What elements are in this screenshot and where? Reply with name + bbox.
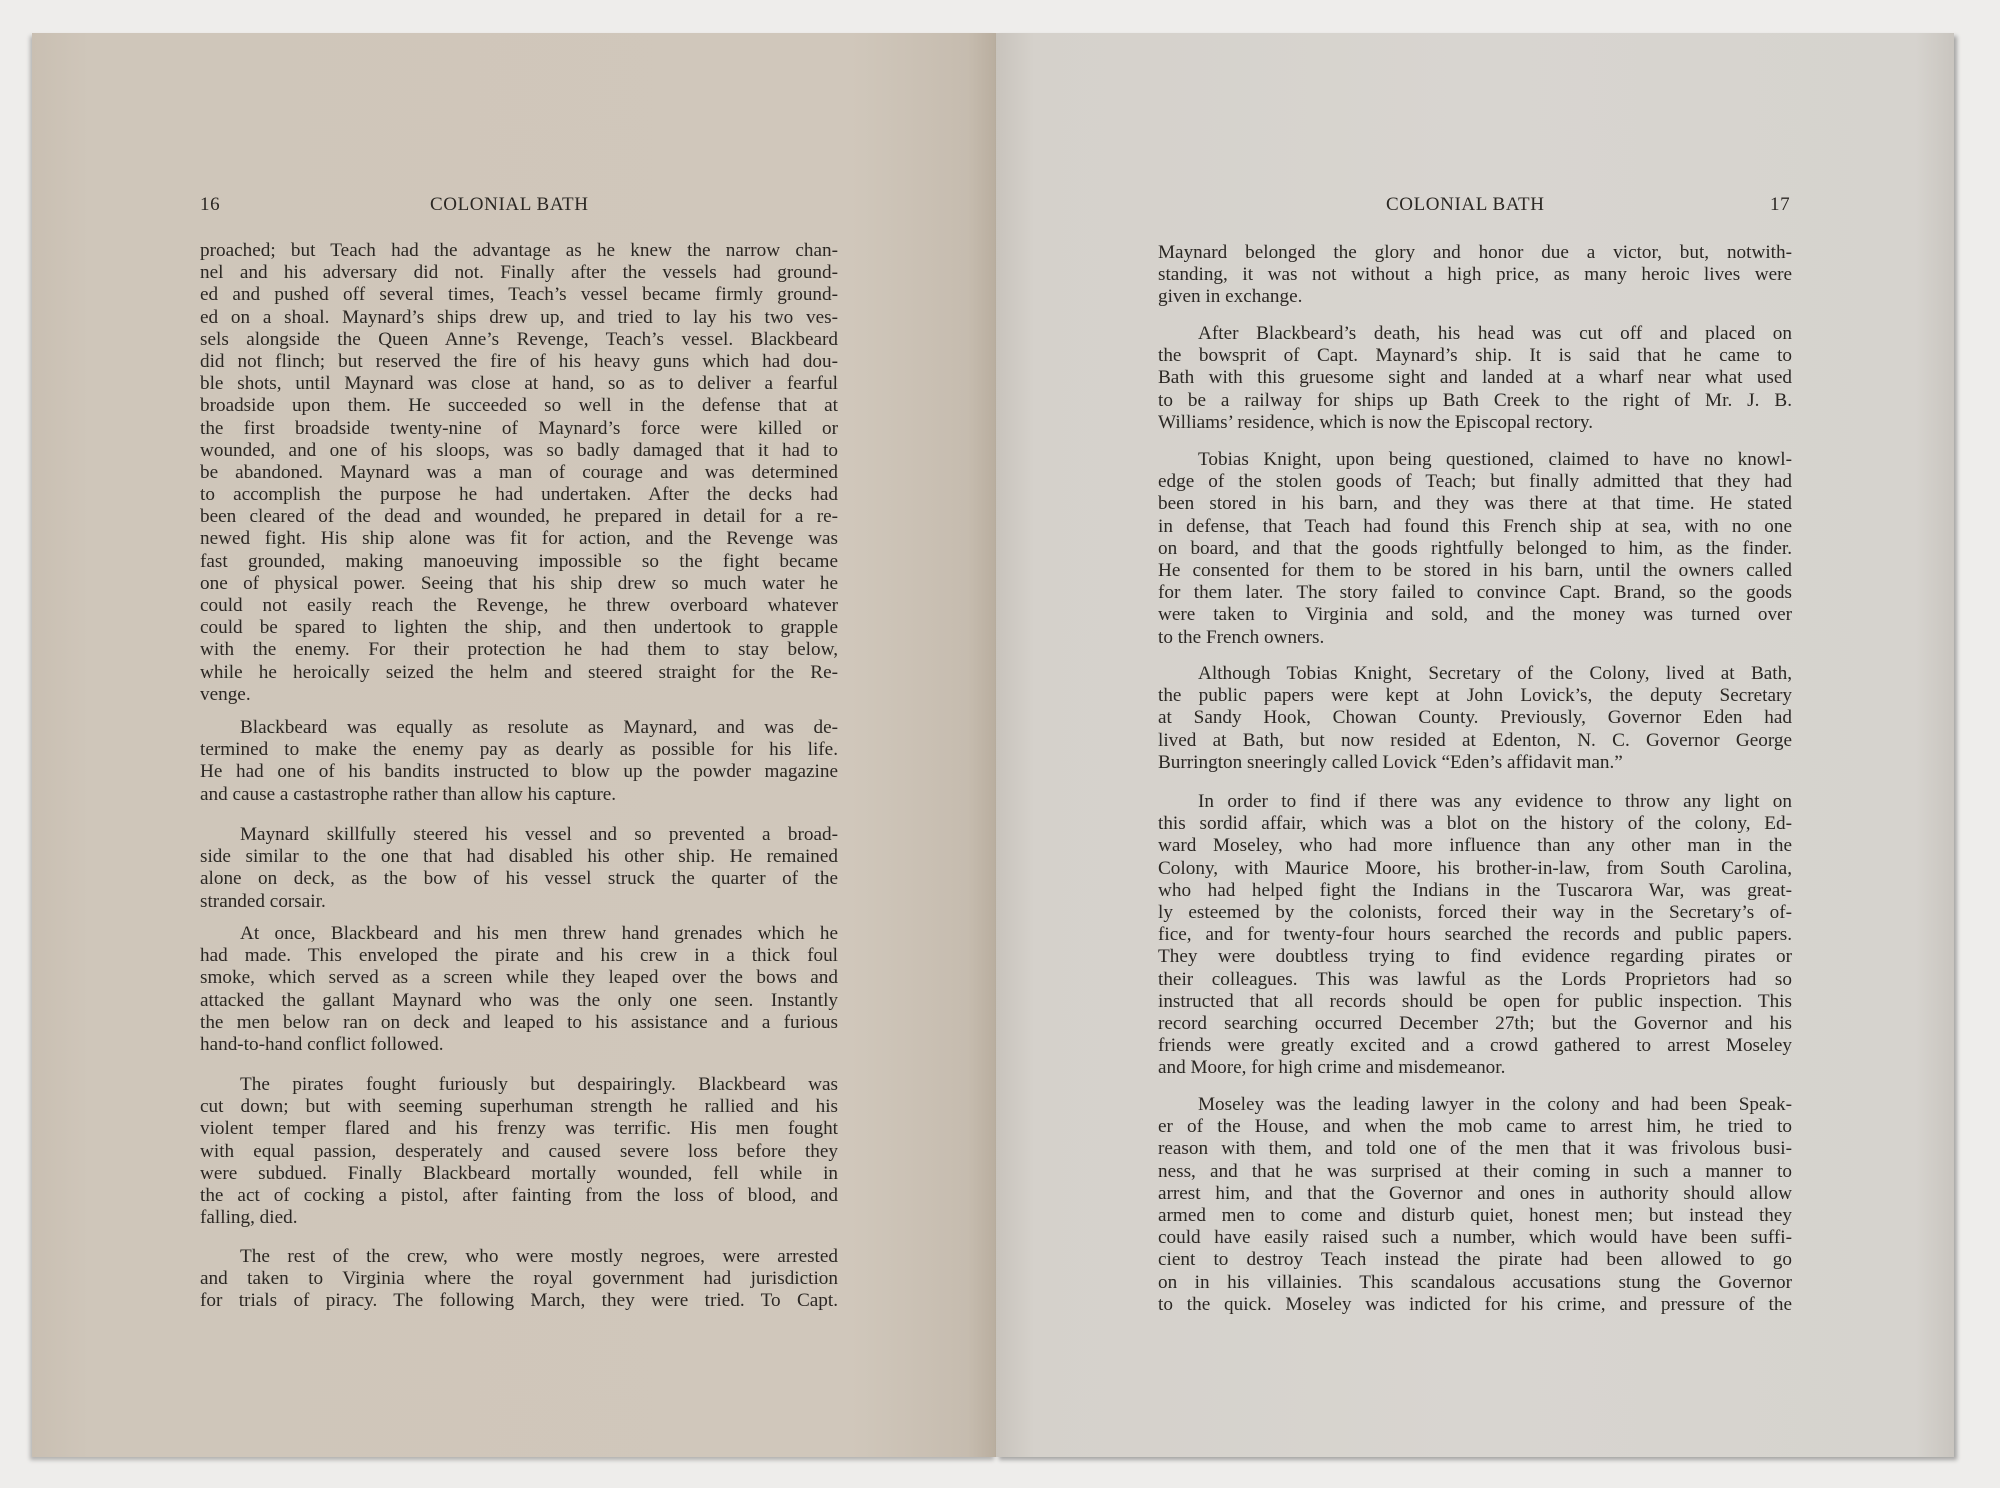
text-line: to the quick. Moseley was indicted for his crime, and pressure of the xyxy=(1158,1293,1792,1315)
text-line: Moseley was the leading lawyer in the colony and had been Speak- xyxy=(1198,1094,1792,1115)
text-line: reason with them, and told one of the men that it was frivolous busi- xyxy=(1158,1138,1792,1160)
text-line: been stored in his barn, and they was there at that time. He stated xyxy=(1158,493,1792,515)
text-line: Burrington sneeringly called Lovick “Eden’s affidavit man.” xyxy=(1158,751,1623,773)
text-line: their colleagues. This was lawful as the Lords Proprietors had so xyxy=(1158,968,1792,990)
text-line: er of the House, and when the mob came to arrest him, he tried to xyxy=(1158,1116,1792,1138)
text-line: edge of the stolen goods of Teach; but finally admitted that they had xyxy=(1158,471,1792,493)
paragraph xyxy=(200,824,838,913)
text-line: ble shots, until Maynard was close at hand, so as to deliver a fearful xyxy=(200,373,838,395)
text-line: In order to find if there was any evidence to throw any light on xyxy=(1198,791,1792,812)
text-line: violent temper flared and his frenzy was terrific. His men fought xyxy=(200,1118,838,1140)
text-line: record searching occurred December 27th; but the Governor and his xyxy=(1158,1012,1792,1034)
text-line: termined to make the enemy pay as dearly as possible for his life. xyxy=(200,739,838,761)
text-line: at Sandy Hook, Chowan County. Previously, Governor Eden had xyxy=(1158,707,1792,729)
text-line: ward Moseley, who had more influence than any other man in the xyxy=(1158,835,1792,857)
text-line: armed men to come and disturb quiet, honest men; but instead they xyxy=(1158,1204,1792,1226)
text-line: were taken to Virginia and sold, and the money was turned over xyxy=(1158,604,1792,626)
text-line: one of physical power. Seeing that his ship drew so much water he xyxy=(200,572,838,594)
text-line: fice, and for twenty-four hours searched the records and public papers. xyxy=(1158,924,1792,946)
paragraph xyxy=(200,923,838,1056)
text-line: Williams’ residence, which is now the Episcopal rectory. xyxy=(1158,411,1594,433)
paragraph xyxy=(1158,323,1792,434)
text-line: for them later. The story failed to convince Capt. Brand, so the goods xyxy=(1158,582,1792,604)
text-line: to be a railway for ships up Bath Creek to the right of Mr. J. B. xyxy=(1158,389,1792,411)
text-line: At once, Blackbeard and his men threw hand grenades which he xyxy=(240,923,838,944)
text-line: could be spared to lighten the ship, and then undertook to grapple xyxy=(200,617,838,639)
text-line: He had one of his bandits instructed to blow up the powder magazine xyxy=(200,761,838,783)
text-line: and cause a castastrophe rather than allow his capture. xyxy=(200,783,617,805)
text-line: wounded, and one of his sloops, was so badly damaged that it had to xyxy=(200,439,838,461)
text-line: had made. This enveloped the pirate and his crew in a thick foul xyxy=(200,945,838,967)
text-line: Maynard belonged the glory and honor due a victor, but, notwith- xyxy=(1158,242,1792,263)
paragraph xyxy=(200,240,838,706)
text-line: be abandoned. Maynard was a man of courage and was determined xyxy=(200,461,838,483)
paragraph xyxy=(1158,242,1792,309)
text-line: attacked the gallant Maynard who was the only one seen. Instantly xyxy=(200,989,838,1011)
text-line: The rest of the crew, who were mostly negroes, were arrested xyxy=(240,1246,838,1267)
text-line: sels alongside the Queen Anne’s Revenge, Teach’s vessel. Blackbeard xyxy=(200,328,838,350)
text-line: Tobias Knight, upon being questioned, claimed to have no knowl- xyxy=(1198,449,1792,470)
text-line: ly esteemed by the colonists, forced their way in the Secretary’s of- xyxy=(1158,901,1792,923)
text-line: Blackbeard was equally as resolute as Maynard, and was de- xyxy=(240,717,838,738)
text-line: in defense, that Teach had found this French ship at sea, with no one xyxy=(1158,515,1792,537)
text-line: friends were greatly excited and a crowd gathered to arrest Moseley xyxy=(1158,1035,1792,1057)
text-line: venge. xyxy=(200,683,251,705)
text-line: to accomplish the purpose he had undertaken. After the decks had xyxy=(200,484,838,506)
text-line: broadside upon them. He succeeded so well in the defense that at xyxy=(200,395,838,417)
paragraph xyxy=(200,1246,838,1313)
text-line: alone on deck, as the bow of his vessel struck the quarter of the xyxy=(200,868,838,890)
text-line: with the enemy. For their protection he had them to stay below, xyxy=(200,639,838,661)
text-line: the act of cocking a pistol, after fainting from the loss of blood, and xyxy=(200,1184,838,1206)
text-line: given in exchange. xyxy=(1158,286,1303,308)
text-line: newed fight. His ship alone was fit for action, and the Revenge was xyxy=(200,528,838,550)
text-line: the public papers were kept at John Lovick’s, the deputy Secretary xyxy=(1158,685,1792,707)
text-line: with equal passion, desperately and caused severe loss before they xyxy=(200,1140,838,1162)
text-line: fast grounded, making manoeuving impossible so the fight became xyxy=(200,550,838,572)
text-line: who had helped fight the Indians in the Tuscarora War, was great- xyxy=(1158,879,1792,901)
text-line: standing, it was not without a high price, as many heroic lives were xyxy=(1158,264,1792,286)
paragraph xyxy=(200,1074,838,1229)
paragraph xyxy=(1158,1094,1792,1316)
page-number-left: 16 xyxy=(200,194,221,215)
paragraph xyxy=(1158,791,1792,1079)
text-line: the first broadside twenty-nine of Maynard’s force were killed or xyxy=(200,417,838,439)
text-line: The pirates fought furiously but despairingly. Blackbeard was xyxy=(240,1074,838,1095)
text-line: He consented for them to be stored in his barn, until the owners called xyxy=(1158,559,1792,581)
text-line: cient to destroy Teach instead the pirate had been allowed to go xyxy=(1158,1249,1792,1271)
text-line: Bath with this gruesome sight and landed at a wharf near what used xyxy=(1158,367,1792,389)
text-line: on in his villainies. This scandalous accusations stung the Governor xyxy=(1158,1271,1792,1293)
text-line: hand-to-hand conflict followed. xyxy=(200,1033,444,1055)
text-line: ed on a shoal. Maynard’s ships drew up, and tried to lay his two ves- xyxy=(200,306,838,328)
text-line: Colony, with Maurice Moore, his brother-in-law, from South Carolina, xyxy=(1158,857,1792,879)
text-line: could have easily raised such a number, which would have been suffi- xyxy=(1158,1227,1792,1249)
text-line: Maynard skillfully steered his vessel and so prevented a broad- xyxy=(240,824,838,845)
text-line: to the French owners. xyxy=(1158,626,1325,648)
page-number-right: 17 xyxy=(1770,194,1791,215)
running-head-left: COLONIAL BATH xyxy=(430,194,589,215)
text-line: on board, and that the goods rightfully belonged to him, as the finder. xyxy=(1158,537,1792,559)
text-line: smoke, which served as a screen while they leaped over the bows and xyxy=(200,967,838,989)
text-line: proached; but Teach had the advantage as he knew the narrow chan- xyxy=(200,240,838,261)
text-line: stranded corsair. xyxy=(200,890,326,912)
text-line: cut down; but with seeming superhuman strength he rallied and his xyxy=(200,1096,838,1118)
text-line: while he heroically seized the helm and steered straight for the Re- xyxy=(200,661,838,683)
text-line: the men below ran on deck and leaped to his assistance and a furious xyxy=(200,1011,838,1033)
text-line: They were doubtless trying to find evidence regarding pirates or xyxy=(1158,946,1792,968)
text-line: and taken to Virginia where the royal government had jurisdiction xyxy=(200,1268,838,1290)
text-line: did not flinch; but reserved the fire of his heavy guns which had dou- xyxy=(200,350,838,372)
text-line: arrest him, and that the Governor and ones in authority should allow xyxy=(1158,1182,1792,1204)
text-line: this sordid affair, which was a blot on the history of the colony, Ed- xyxy=(1158,813,1792,835)
text-line: for trials of piracy. The following March, they were tried. To Capt. xyxy=(200,1290,838,1312)
text-line: lived at Bath, but now resided at Edenton, N. C. Governor George xyxy=(1158,729,1792,751)
text-line: could not easily reach the Revenge, he threw overboard whatever xyxy=(200,595,838,616)
text-line: ness, and that he was surprised at their coming in such a manner to xyxy=(1158,1160,1792,1182)
text-line: Although Tobias Knight, Secretary of the Colony, lived at Bath, xyxy=(1198,663,1792,684)
text-line: and Moore, for high crime and misdemeanor. xyxy=(1158,1057,1506,1079)
text-line: falling, died. xyxy=(200,1207,298,1229)
text-line: side similar to the one that had disabled his other ship. He remained xyxy=(200,846,838,868)
text-line: been cleared of the dead and wounded, he prepared in detail for a re- xyxy=(200,506,838,528)
text-line: were subdued. Finally Blackbeard mortally wounded, fell while in xyxy=(200,1162,838,1184)
paragraph xyxy=(1158,449,1792,649)
text-line: nel and his adversary did not. Finally after the vessels had ground- xyxy=(200,262,838,284)
text-line: instructed that all records should be open for public inspection. This xyxy=(1158,990,1792,1012)
paragraph xyxy=(1158,663,1792,774)
running-head-right: COLONIAL BATH xyxy=(1386,194,1545,215)
text-line: After Blackbeard’s death, his head was cut off and placed on xyxy=(1198,323,1792,344)
text-line: ed and pushed off several times, Teach’s vessel became firmly ground- xyxy=(200,284,838,306)
paragraph xyxy=(200,717,838,806)
text-line: the bowsprit of Capt. Maynard’s ship. It is said that he came to xyxy=(1158,345,1792,367)
